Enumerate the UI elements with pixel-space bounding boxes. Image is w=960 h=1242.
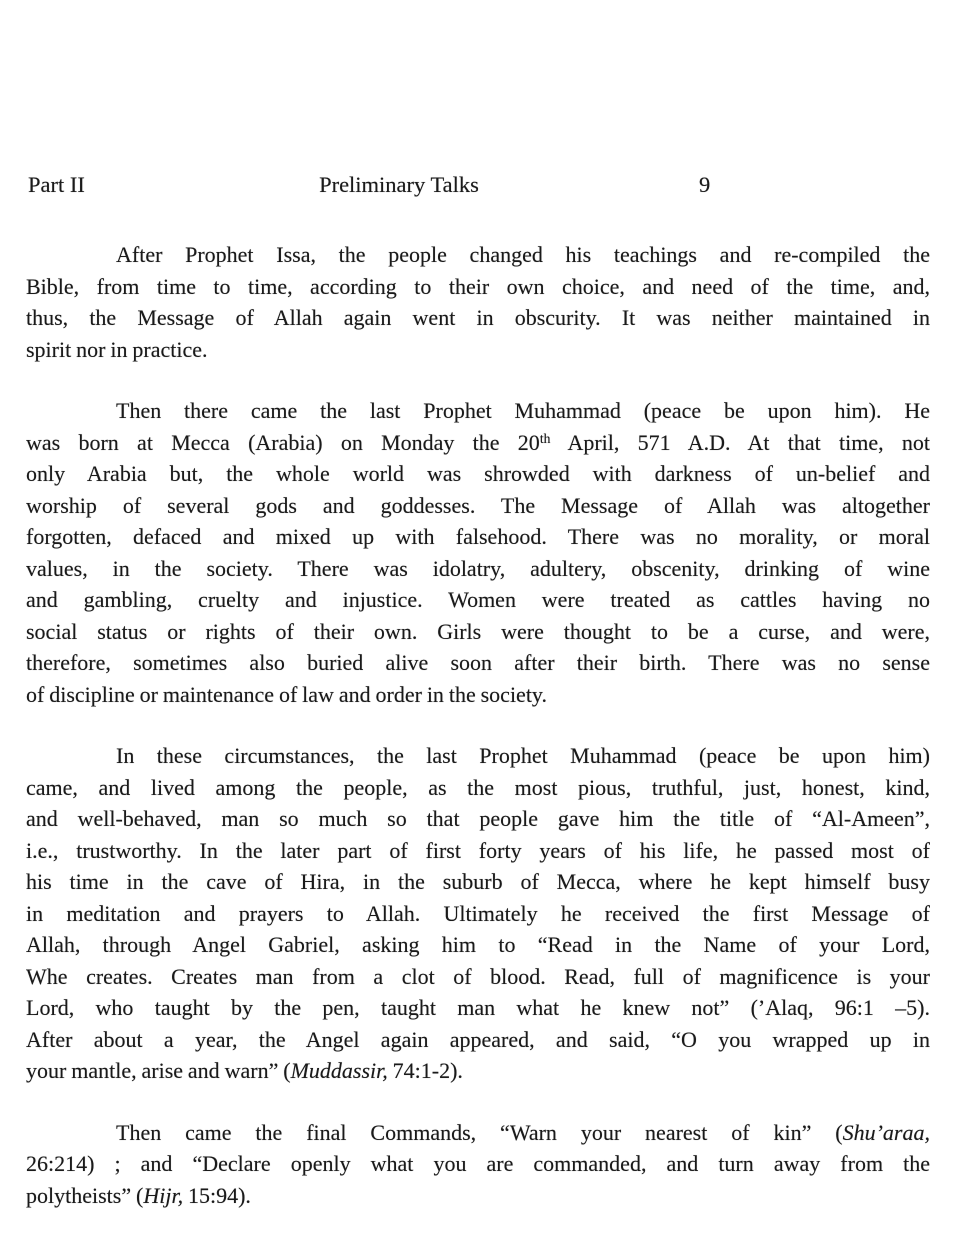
paragraph	[26, 239, 930, 365]
text-line	[26, 835, 930, 867]
text-segment: polytheists” (	[26, 1182, 144, 1208]
text-line	[26, 1024, 930, 1056]
header-page-number: 9	[699, 172, 711, 197]
text-segment: 26:214) ; and “Declare openly what you are commanded, and turn away from the	[26, 1151, 930, 1176]
text-segment: only Arabia but, the whole world was shrowded with darkness of un-belief and	[26, 461, 930, 486]
document-body	[26, 239, 930, 1241]
text-line	[26, 271, 930, 303]
text-line	[26, 302, 930, 334]
text-line	[26, 427, 930, 459]
page-header	[26, 169, 930, 201]
text-line	[26, 992, 930, 1024]
text-segment: April, 571 A.D. At that time, not	[550, 429, 930, 455]
text-line	[26, 647, 930, 679]
text-line	[26, 334, 930, 366]
text-line	[26, 679, 930, 711]
header-section-label: Part II	[28, 172, 85, 197]
text-segment: was born at Mecca (Arabia) on Monday the 20	[26, 429, 540, 455]
italic-reference: Muddassir,	[290, 1058, 388, 1083]
text-segment: 74:1-2).	[387, 1058, 463, 1083]
text-line	[26, 961, 930, 993]
text-line	[26, 803, 930, 835]
text-line	[26, 616, 930, 648]
text-line	[26, 490, 930, 522]
text-line	[26, 395, 930, 427]
text-segment: his time in the cave of Hira, in the suburb of Mecca, where he kept himself busy	[26, 869, 930, 894]
text-segment: After about a year, the Angel again appeared, and said, “O you wrapped up in	[26, 1026, 930, 1052]
text-line	[26, 584, 930, 616]
text-segment: and well-behaved, man so much so that people gave him the title of “Al-Ameen”,	[26, 806, 930, 831]
paragraph	[26, 740, 930, 1087]
italic-reference: Hijr,	[143, 1182, 184, 1208]
text-line	[26, 1055, 930, 1087]
text-segment: values, in the society. There was idolatry, adultery, obscenity, drinking of wine	[26, 555, 930, 581]
text-segment: i.e., trustworthy. In the later part of first forty years of his life, he passed most of	[26, 837, 930, 863]
text-segment: Then came the final Commands, “Warn your nearest of kin” (	[116, 1119, 843, 1145]
text-line	[26, 1180, 930, 1212]
text-segment: In these circumstances, the last Prophet Muhammad (peace be upon him)	[116, 743, 930, 768]
text-line	[26, 929, 930, 961]
paragraph	[26, 1117, 930, 1212]
text-line	[26, 772, 930, 804]
text-segment: Lord, who taught by the pen, taught man what he knew not” (’Alaq, 96:1 –5).	[26, 995, 930, 1020]
text-segment: Bible, from time to time, according to their own choice, and need of the time, and,	[26, 273, 930, 299]
text-line	[26, 740, 930, 772]
text-line	[26, 1117, 930, 1149]
text-line	[26, 239, 930, 271]
text-segment: and gambling, cruelty and injustice. Women were treated as cattles having no	[26, 587, 930, 612]
text-line	[26, 1148, 930, 1180]
text-segment: came, and lived among the people, as the most pious, truthful, just, honest, kind,	[26, 774, 930, 800]
text-line	[26, 898, 930, 930]
text-line	[26, 458, 930, 490]
text-line	[26, 553, 930, 585]
text-segment: in meditation and prayers to Allah. Ultimately he received the first Message of	[26, 900, 930, 926]
text-segment: social status or rights of their own. Girls were thought to be a curse, and were,	[26, 618, 930, 644]
paragraph	[26, 395, 930, 710]
text-segment: Whe creates. Creates man from a clot of blood. Read, full of magnificence is your	[26, 963, 930, 989]
text-line	[26, 521, 930, 553]
italic-reference: Shu’araa,	[842, 1119, 930, 1145]
text-segment: After Prophet Issa, the people changed his teachings and re-compiled the	[116, 242, 930, 267]
text-segment: therefore, sometimes also buried alive soon after their birth. There was no sense	[26, 650, 930, 675]
text-segment: worship of several gods and goddesses. The Message of Allah was altogether	[26, 492, 930, 518]
text-segment: Then there came the last Prophet Muhammad (peace be upon him). He	[116, 398, 930, 423]
text-segment: forgotten, defaced and mixed up with falsehood. There was no morality, or moral	[26, 524, 930, 549]
text-segment: Allah, through Angel Gabriel, asking him to “Read in the Name of your Lord,	[26, 932, 930, 957]
text-segment: of discipline or maintenance of law and order in the society.	[26, 681, 548, 707]
text-segment: 15:94).	[183, 1182, 251, 1208]
text-segment: thus, the Message of Allah again went in obscurity. It was neither maintained in	[26, 305, 930, 330]
text-line	[26, 866, 930, 898]
header-title: Preliminary Talks	[319, 172, 479, 197]
text-segment: your mantle, arise and warn” (	[26, 1058, 291, 1083]
superscript-ordinal: th	[539, 431, 551, 447]
text-segment: spirit nor in practice.	[26, 336, 208, 362]
